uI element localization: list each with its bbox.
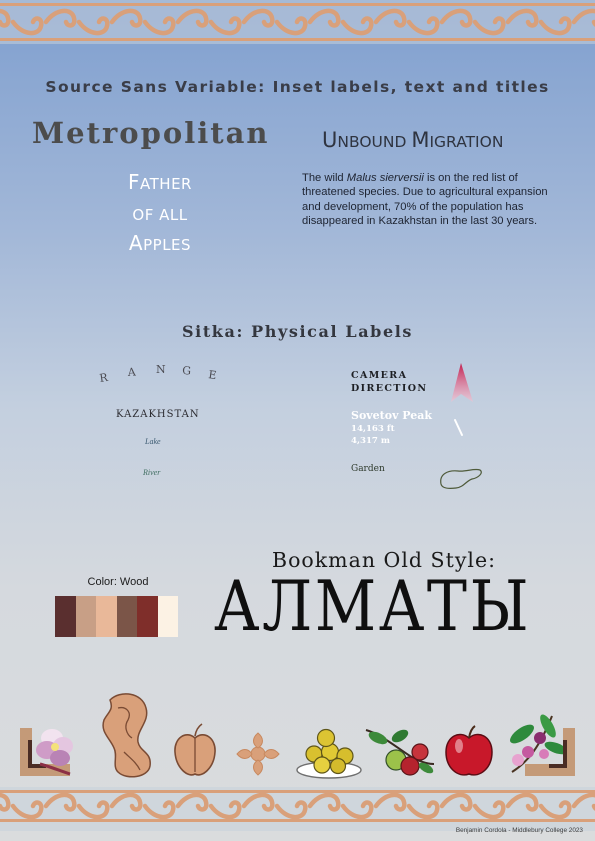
apples-rest: PPLES xyxy=(143,236,192,254)
camera-line2: DIRECTION xyxy=(351,383,428,394)
blurb-species: Malus sierversii xyxy=(346,172,424,184)
apple-plate-icon xyxy=(297,730,361,779)
apples-cap: A xyxy=(128,231,144,255)
top-ornament-border xyxy=(0,0,595,44)
section-heading-source-sans: Source Sans Variable: Inset labels, text and titles xyxy=(45,78,550,96)
unbound-cap-u: U xyxy=(322,128,338,152)
range-label xyxy=(92,362,232,392)
range-letter: G xyxy=(181,364,192,378)
father-of-all-apples-title xyxy=(96,168,224,260)
camera-direction-arrow-icon xyxy=(447,360,477,406)
bottom-ornament-svg xyxy=(0,787,595,831)
squirrel-icon xyxy=(103,694,150,777)
top-ornament-svg xyxy=(0,0,595,44)
father-cap: F xyxy=(128,170,141,194)
section-heading-sitka: Sitka: Physical Labels xyxy=(181,322,414,341)
color-swatch xyxy=(96,596,117,637)
credit-line: Benjamin Cordola - Middlebury College 2023 xyxy=(455,827,583,834)
father-line3 xyxy=(96,229,224,260)
lake-label: Lake xyxy=(145,437,161,446)
apple-branch-icon xyxy=(366,727,435,775)
color-palette-label: Color: Wood xyxy=(87,576,149,588)
blurb-before: The wild xyxy=(302,172,347,184)
father-rest: ATHER xyxy=(140,175,192,193)
color-swatch xyxy=(55,596,76,637)
color-swatch xyxy=(76,596,97,637)
apple-blossom-branch-icon xyxy=(507,712,569,772)
garden-outline-icon xyxy=(436,464,486,492)
range-letter: A xyxy=(127,365,137,379)
river-label: River xyxy=(143,468,161,477)
red-apple-icon xyxy=(446,726,492,775)
species-blurb xyxy=(302,171,548,229)
peak-marker-icon xyxy=(452,417,466,439)
color-swatch xyxy=(137,596,158,637)
section-heading-bookman: Bookman Old Style: xyxy=(272,548,497,572)
kazakhstan-label: KAZAKHSTAN xyxy=(116,409,200,420)
illustration-row xyxy=(0,686,595,786)
camera-line1: CAMERA xyxy=(351,370,408,381)
peak-name-label: Sovetov Peak xyxy=(351,409,433,422)
range-letter: R xyxy=(98,370,109,385)
color-swatch xyxy=(158,596,179,637)
color-swatches xyxy=(55,596,178,637)
blurb-after: is on the red list of threatened species. Due to agricultural expansion and development, 70% of the population has disappeared in Kazakhstan in the last 30 years. xyxy=(302,172,548,228)
range-letter: E xyxy=(207,368,218,383)
father-line2 xyxy=(96,199,224,230)
camera-direction-label xyxy=(351,369,427,395)
unbound-rest: NBOUND xyxy=(337,133,412,151)
ornament-icon xyxy=(237,733,279,775)
garden-label: Garden xyxy=(351,464,385,474)
almaty-title: АЛМАТЫ xyxy=(214,567,532,647)
range-letter: N xyxy=(156,363,166,376)
metropolitan-sample: Metropolitan xyxy=(32,116,270,150)
peak-elevation-m: 4,317 m xyxy=(351,436,390,446)
unbound-migration-title xyxy=(322,128,503,152)
peak-elevation-ft: 14,163 ft xyxy=(351,424,395,434)
migration-rest: IGRATION xyxy=(429,133,504,151)
bottom-ornament-border xyxy=(0,787,595,831)
migration-cap-m: M xyxy=(411,128,430,152)
apple-half-icon xyxy=(175,724,215,775)
father-of-all: OF ALL xyxy=(132,205,188,224)
father-line1 xyxy=(96,168,224,199)
color-swatch xyxy=(117,596,138,637)
